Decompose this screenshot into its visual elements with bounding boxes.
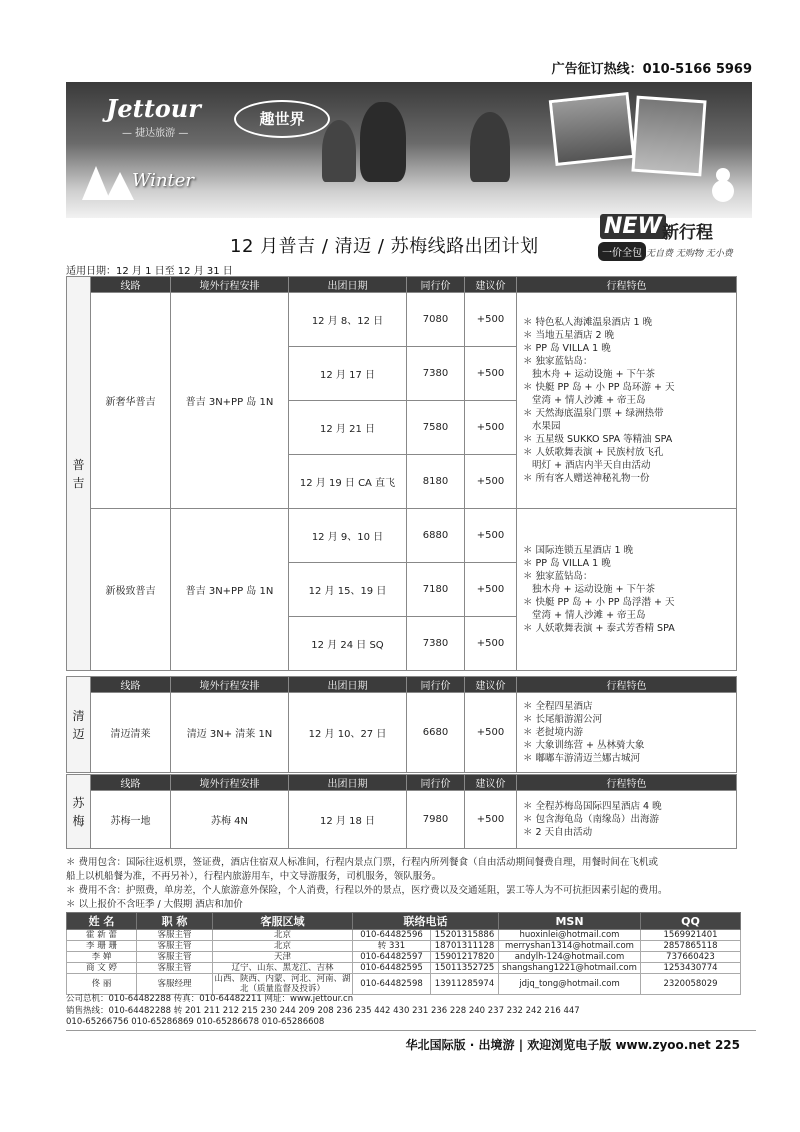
table-row (67, 693, 737, 773)
divider (66, 1030, 756, 1031)
contacts-table (66, 912, 741, 995)
feature-item: ＊ PP 岛 VILLA 1 晚 (523, 343, 611, 354)
feature-item: ＊ 嘟嘟车游清迈兰娜古城河 (523, 753, 641, 764)
note-line: ＊ 费用不含：护照费，单房差，个人旅游意外保险，个人消费，行程以外的景点，医疗费以及交通延阻，罢工等人为不可抗拒因素引起的费用。 (66, 885, 668, 896)
contact-name: 商 文 婷 (67, 963, 137, 974)
suggest-price: +500 (465, 455, 517, 509)
departure-date: 12 月 24 日 SQ (289, 617, 407, 671)
trade-price: 7580 (407, 401, 465, 455)
valid-dates: 适用日期：12 月 1 日至 12 月 31 日 (66, 266, 233, 277)
feature-item: ＊ 2 天自由活动 (523, 827, 593, 838)
banner (66, 82, 752, 218)
col-area: 客服区域 (213, 913, 353, 930)
col-plan: 境外行程安排 (171, 277, 289, 293)
trade-price: 7380 (407, 617, 465, 671)
feature-item: 水果园 (523, 421, 561, 432)
col-route: 线路 (91, 775, 171, 791)
footer-line: 销售热线：010-64482288 转 201 211 212 215 230 244 209 208 236 235 442 430 231 236 228 240 237 232 242 216 447 (66, 1006, 580, 1016)
badge-tags: 无自费 无购物 无小费 (646, 249, 733, 259)
route-plan: 苏梅 4N (171, 791, 289, 849)
departure-date: 12 月 15、19 日 (289, 563, 407, 617)
feature-item: ＊ 所有客人赠送神秘礼物一份 (523, 473, 650, 484)
col-price: 同行价 (407, 677, 465, 693)
departure-date: 12 月 18 日 (289, 791, 407, 849)
feature-item: ＊ 全程四星酒店 (523, 701, 593, 712)
feature-item: ＊ 人妖歌舞表演 + 泰式芳香精 SPA (523, 623, 675, 634)
feature-item: ＊ 国际连锁五星酒店 1 晚 (523, 545, 634, 556)
jettour-logo: Jettour (106, 94, 201, 123)
contact-area: 北京 (213, 941, 353, 952)
feature-item: ＊ PP 岛 VILLA 1 晚 (523, 558, 611, 569)
contact-phone: 010-64482598 (353, 974, 431, 995)
col-suggest: 建议价 (465, 775, 517, 791)
page-title: 12 月普吉 / 清迈 / 苏梅线路出团计划 (230, 236, 539, 257)
route-name: 新极致普吉 (91, 509, 171, 671)
new-trip-badge (598, 214, 736, 264)
karst-rock (470, 112, 510, 182)
feature-item: 独木舟 + 运动设施 + 下午茶 (523, 369, 656, 380)
suggest-price: +500 (465, 293, 517, 347)
suggest-price: +500 (465, 563, 517, 617)
winter-label: Winter (132, 170, 195, 191)
feature-item: ＊ 独家蓝钻岛： (523, 356, 593, 367)
badge-new: NEW (600, 214, 666, 239)
contact-qq: 2857865118 (641, 941, 741, 952)
trade-price: 8180 (407, 455, 465, 509)
trade-price: 7080 (407, 293, 465, 347)
col-date: 出团日期 (289, 775, 407, 791)
contact-row (67, 930, 741, 941)
feature-item: ＊ 长尾船游湄公河 (523, 714, 603, 725)
note-line: ＊ 以上报价不含旺季 / 大假期 酒店和加价 (66, 899, 243, 910)
contact-title: 客服主管 (137, 952, 213, 963)
samui-table (66, 774, 737, 849)
col-features: 行程特色 (517, 677, 737, 693)
col-features: 行程特色 (517, 775, 737, 791)
feature-item: ＊ 天然海底温泉门票 + 绿洲热带 (523, 408, 664, 419)
feature-item: 独木舟 + 运动设施 + 下午茶 (523, 584, 656, 595)
contact-row (67, 941, 741, 952)
col-plan: 境外行程安排 (171, 677, 289, 693)
karst-rock (360, 102, 406, 182)
region-chiangmai: 清迈 (67, 677, 91, 773)
contact-msn: merryshan1314@hotmail.com (499, 941, 641, 952)
col-name: 姓 名 (67, 913, 137, 930)
contact-msn: huoxinlei@hotmail.com (499, 930, 641, 941)
contact-row (67, 974, 741, 995)
region-phuket: 普吉 (67, 277, 91, 671)
route-name: 新奢华普吉 (91, 293, 171, 509)
route-plan: 普吉 3N+PP 岛 1N (171, 509, 289, 671)
price-notes (66, 856, 756, 912)
route-plan: 清迈 3N+ 清莱 1N (171, 693, 289, 773)
contact-name: 霍 新 蕾 (67, 930, 137, 941)
departure-date: 12 月 8、12 日 (289, 293, 407, 347)
contact-mobile: 13911285974 (431, 974, 499, 995)
col-suggest: 建议价 (465, 677, 517, 693)
feature-item: ＊ 全程苏梅岛国际四星酒店 4 晚 (523, 801, 662, 812)
contact-title: 客服主管 (137, 963, 213, 974)
col-price: 同行价 (407, 775, 465, 791)
contact-qq: 737660423 (641, 952, 741, 963)
publication-line: 华北国际版 · 出境游 | 欢迎浏览电子版 www.zyoo.net 225 (405, 1038, 740, 1052)
contact-area: 山西、陕西、内蒙、河北、河南、湖北（质量监督及投诉） (214, 974, 351, 994)
region-samui: 苏梅 (67, 775, 91, 849)
trade-price: 6880 (407, 509, 465, 563)
feature-item: ＊ 当地五星酒店 2 晚 (523, 330, 615, 341)
feature-item: ＊ 五星级 SUKKO SPA 等精油 SPA (523, 434, 673, 445)
feature-item: ＊ 人妖歌舞表演 + 民族村放飞孔 (523, 447, 664, 458)
table-row (67, 293, 737, 347)
contact-title: 客服主管 (137, 930, 213, 941)
feature-item: 堂湾 + 情人沙滩 + 帝王岛 (523, 395, 646, 406)
phuket-table (66, 276, 737, 671)
suggest-price: +500 (465, 509, 517, 563)
contact-qq: 2320058029 (641, 974, 741, 995)
suggest-price: +500 (465, 617, 517, 671)
trade-price: 6680 (407, 693, 465, 773)
contact-name: 佟 丽 (67, 974, 137, 995)
jettour-logo-sub: — 捷达旅游 — (122, 128, 189, 139)
feature-item: 明灯 + 酒店内半天自由活动 (523, 460, 651, 471)
col-price: 同行价 (407, 277, 465, 293)
col-title: 职 称 (137, 913, 213, 930)
col-suggest: 建议价 (465, 277, 517, 293)
route-features (517, 693, 737, 773)
contact-name: 李 婵 (67, 952, 137, 963)
contact-mobile: 15201315886 (431, 930, 499, 941)
feature-item: ＊ 大象训练营 + 丛林骑大象 (523, 740, 645, 751)
trade-price: 7180 (407, 563, 465, 617)
route-plan: 普吉 3N+PP 岛 1N (171, 293, 289, 509)
contact-title: 客服经理 (137, 974, 213, 995)
feature-item: ＊ 特色私人海滩温泉酒店 1 晚 (523, 317, 653, 328)
contact-row (67, 963, 741, 974)
contact-qq: 1569921401 (641, 930, 741, 941)
col-date: 出团日期 (289, 677, 407, 693)
feature-item: ＊ 独家蓝钻岛： (523, 571, 593, 582)
col-route: 线路 (91, 677, 171, 693)
beach-photo (549, 92, 635, 166)
table-row (67, 791, 737, 849)
col-date: 出团日期 (289, 277, 407, 293)
feature-item: ＊ 快艇 PP 岛 + 小 PP 岛浮潜 + 天 (523, 597, 675, 608)
contact-qq: 1253430774 (641, 963, 741, 974)
note-line: ＊ 费用包含：国际往返机票，签证费，酒店住宿双人标准间，行程内景点门票，行程内所列餐食（自由活动期间餐费自理，用餐时间在飞机或 (66, 857, 659, 868)
tree-icon (106, 172, 134, 200)
departure-date: 12 月 21 日 (289, 401, 407, 455)
feature-item: ＊ 包含海龟岛（南缘岛）出海游 (523, 814, 660, 825)
partner-logo: 趣世界 (234, 100, 330, 138)
contact-mobile: 15901217820 (431, 952, 499, 963)
contact-row (67, 952, 741, 963)
feature-item: ＊ 快艇 PP 岛 + 小 PP 岛环游 + 天 (523, 382, 675, 393)
route-name: 苏梅一地 (91, 791, 171, 849)
karst-rock (322, 120, 356, 182)
ad-hotline: 广告征订热线：010-5166 5969 (551, 62, 752, 77)
feature-item: 堂湾 + 情人沙滩 + 帝王岛 (523, 610, 646, 621)
contact-phone: 010-64482595 (353, 963, 431, 974)
departure-date: 12 月 9、10 日 (289, 509, 407, 563)
badge-price: 一价全包 (598, 242, 646, 261)
contact-title: 客服主管 (137, 941, 213, 952)
feature-item: ＊ 老挝境内游 (523, 727, 584, 738)
col-msn: MSN (499, 913, 641, 930)
note-line: 船上以机船餐为准，不再另补），行程内旅游用车，中文导游服务，司机服务，领队服务。 (66, 871, 442, 882)
departure-date: 12 月 19 日 CA 直飞 (289, 455, 407, 509)
departure-date: 12 月 10、27 日 (289, 693, 407, 773)
departure-date: 12 月 17 日 (289, 347, 407, 401)
contact-mobile: 18701311128 (431, 941, 499, 952)
suggest-price: +500 (465, 791, 517, 849)
snowman-icon (712, 180, 734, 202)
route-features (517, 509, 737, 671)
contact-area: 辽宁、山东、黑龙江、吉林 (213, 963, 353, 974)
route-features (517, 293, 737, 509)
contact-name: 李 珊 珊 (67, 941, 137, 952)
table-row (67, 509, 737, 563)
col-phone: 联络电话 (353, 913, 499, 930)
chiangmai-table (66, 676, 737, 773)
suggest-price: +500 (465, 693, 517, 773)
contact-area: 天津 (213, 952, 353, 963)
contact-msn: jdjq_tong@hotmail.com (499, 974, 641, 995)
trade-price: 7380 (407, 347, 465, 401)
contact-phone: 转 331 (353, 941, 431, 952)
contact-area: 北京 (213, 930, 353, 941)
trade-price: 7980 (407, 791, 465, 849)
col-plan: 境外行程安排 (171, 775, 289, 791)
suggest-price: +500 (465, 347, 517, 401)
footer-line: 010-65266756 010-65286869 010-65286678 010-65286608 (66, 1017, 325, 1027)
contact-phone: 010-64482597 (353, 952, 431, 963)
route-features (517, 791, 737, 849)
contact-msn: andylh-124@hotmail.com (499, 952, 641, 963)
col-features: 行程特色 (517, 277, 737, 293)
footer-line: 公司总机：010-64482288 传真：010-64482211 网址：www.jettour.cn (66, 994, 354, 1004)
suggest-price: +500 (465, 401, 517, 455)
col-qq: QQ (641, 913, 741, 930)
col-route: 线路 (91, 277, 171, 293)
route-name: 清迈清莱 (91, 693, 171, 773)
spa-photo (631, 96, 706, 177)
contact-msn: shangshang1221@hotmail.com (499, 963, 641, 974)
contact-phone: 010-64482596 (353, 930, 431, 941)
contact-mobile: 15011352725 (431, 963, 499, 974)
badge-trip: 新行程 (662, 223, 713, 243)
